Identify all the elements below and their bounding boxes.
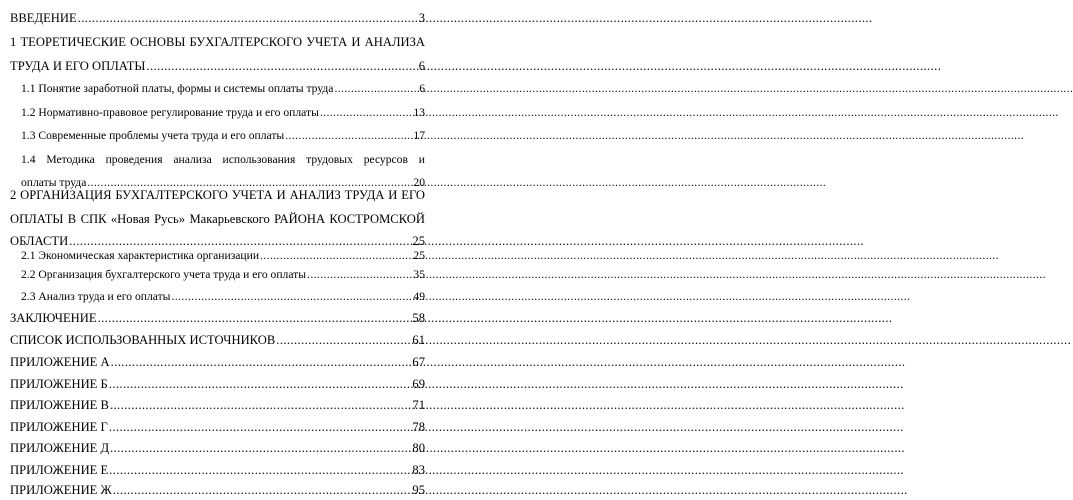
leader-dots: [109, 377, 412, 391]
toc-title-line: 2 ОРГАНИЗАЦИЯ БУХГАЛТЕРСКОГО УЧЕТА И АНАЛИЗ ТРУДА И ЕГО: [10, 188, 425, 202]
toc-title: ПРИЛОЖЕНИЕ Д: [10, 441, 110, 455]
leader-dots: [109, 463, 411, 477]
toc-line: [10, 59, 425, 73]
toc-page-number: 25: [413, 249, 425, 262]
leader-dots: [171, 290, 412, 304]
toc-line: [21, 106, 425, 120]
toc-title: СПИСОК ИСПОЛЬЗОВАННЫХ ИСТОЧНИКОВ: [10, 333, 276, 347]
toc-entry-appendix-zh[interactable]: [10, 483, 425, 497]
leader-dots: [109, 420, 412, 434]
toc-title: 1.2 Нормативно-правовое регулирование труда и его оплаты: [21, 106, 319, 119]
leader-dots: [285, 129, 412, 143]
leader-dots: [110, 398, 411, 412]
leader-dots: [111, 355, 412, 369]
leader-dots: [113, 483, 412, 497]
toc-entry-section-1-3[interactable]: [21, 129, 425, 143]
toc-page-number: 95: [412, 483, 425, 497]
toc-title: оплаты труда: [21, 176, 87, 189]
toc-entry-appendix-b[interactable]: [10, 377, 425, 391]
toc-title: ТРУДА И ЕГО ОПЛАТЫ: [10, 59, 146, 73]
toc-line: [10, 398, 425, 412]
toc-line: [10, 483, 425, 497]
leader-dots: [260, 249, 412, 263]
toc-page-number: 80: [412, 441, 425, 455]
leader-dots: [110, 441, 411, 455]
toc-entry-section-2-1[interactable]: [21, 249, 425, 263]
toc-page-number: 6: [418, 59, 425, 73]
toc-title: ПРИЛОЖЕНИЕ Б: [10, 377, 108, 391]
toc-line: [10, 441, 425, 455]
toc-page-number: 69: [412, 377, 425, 391]
toc-entry-appendix-a[interactable]: [10, 355, 425, 369]
toc-entry-appendix-g[interactable]: [10, 420, 425, 434]
toc-page-number: 13: [413, 106, 425, 119]
toc-page-number: 61: [412, 333, 425, 347]
toc-title: ПРИЛОЖЕНИЕ Е: [10, 463, 109, 477]
toc-line: [10, 355, 425, 369]
toc-entry-appendix-d[interactable]: [10, 441, 425, 455]
toc-title: ПРИЛОЖЕНИЕ В: [10, 398, 109, 412]
toc-line: [21, 290, 425, 304]
toc-entry-section-2-2[interactable]: [21, 268, 425, 282]
toc-page-number: 83: [412, 463, 425, 477]
leader-dots: [78, 11, 418, 25]
toc-line: [10, 463, 425, 477]
toc-title-line: ОПЛАТЫ В СПК «Новая Русь» Макарьевского РАЙОНА КОСТРОМСКОЙ: [10, 212, 425, 226]
toc-line: [10, 11, 425, 25]
toc-page-number: 67: [412, 355, 425, 369]
toc-title: ВВЕДЕНИЕ: [10, 11, 77, 25]
toc-entry-section-1-2[interactable]: [21, 106, 425, 120]
toc-line: [21, 129, 425, 143]
toc-title-line: 1.4 Методика проведения анализа использования трудовых ресурсов и: [21, 153, 425, 166]
toc-title: 2.3 Анализ труда и его оплаты: [21, 290, 171, 303]
toc-entry-references[interactable]: [10, 333, 425, 347]
toc-page-number: 17: [413, 129, 425, 142]
table-of-contents: [0, 0, 439, 500]
toc-line: [21, 82, 425, 96]
leader-dots: [69, 234, 411, 248]
toc-entry-appendix-v[interactable]: [10, 398, 425, 412]
toc-line: [10, 333, 425, 347]
toc-title-line: 1 ТЕОРЕТИЧЕСКИЕ ОСНОВЫ БУХГАЛТЕРСКОГО УЧЕТА И АНАЛИЗА: [10, 35, 425, 49]
toc-page-number: 49: [413, 290, 425, 303]
leader-dots: [146, 59, 417, 73]
toc-line: [21, 268, 425, 282]
toc-title: ПРИЛОЖЕНИЕ А: [10, 355, 110, 369]
leader-dots: [334, 82, 418, 96]
toc-entry-section-2-3[interactable]: [21, 290, 425, 304]
toc-title: 1.1 Понятие заработной платы, формы и системы оплаты труда: [21, 82, 334, 95]
toc-title: 2.2 Организация бухгалтерского учета труда и его оплаты: [21, 268, 307, 281]
toc-entry-appendix-e[interactable]: [10, 463, 425, 477]
toc-title: ОБЛАСТИ: [10, 234, 69, 248]
toc-page-number: 58: [412, 311, 425, 325]
toc-line: [10, 420, 425, 434]
toc-entry-introduction[interactable]: [10, 11, 425, 25]
leader-dots: [98, 311, 412, 325]
toc-page-number: 78: [412, 420, 425, 434]
toc-page-number: 20: [413, 176, 425, 189]
leader-dots: [307, 268, 412, 282]
toc-entry-conclusion[interactable]: [10, 311, 425, 325]
toc-title: ЗАКЛЮЧЕНИЕ: [10, 311, 97, 325]
toc-title: ПРИЛОЖЕНИЕ Г: [10, 420, 108, 434]
toc-page-number: 71: [412, 398, 425, 412]
toc-line: [10, 377, 425, 391]
leader-dots: [276, 333, 411, 347]
leader-dots: [320, 106, 413, 120]
toc-page-number: 6: [419, 82, 425, 95]
toc-entry-chapter-2[interactable]: [10, 183, 425, 248]
toc-page-number: 35: [413, 268, 425, 281]
toc-title: 1.3 Современные проблемы учета труда и его оплаты: [21, 129, 285, 142]
toc-page-number: 3: [418, 11, 425, 25]
toc-line: [10, 311, 425, 325]
toc-entry-section-1-1[interactable]: [21, 82, 425, 96]
toc-line: [10, 234, 425, 248]
toc-title: 2.1 Экономическая характеристика организации: [21, 249, 260, 262]
toc-entry-chapter-1[interactable]: [10, 35, 425, 73]
toc-title: ПРИЛОЖЕНИЕ Ж: [10, 483, 112, 497]
toc-line: [21, 249, 425, 263]
toc-page-number: 25: [412, 234, 425, 248]
